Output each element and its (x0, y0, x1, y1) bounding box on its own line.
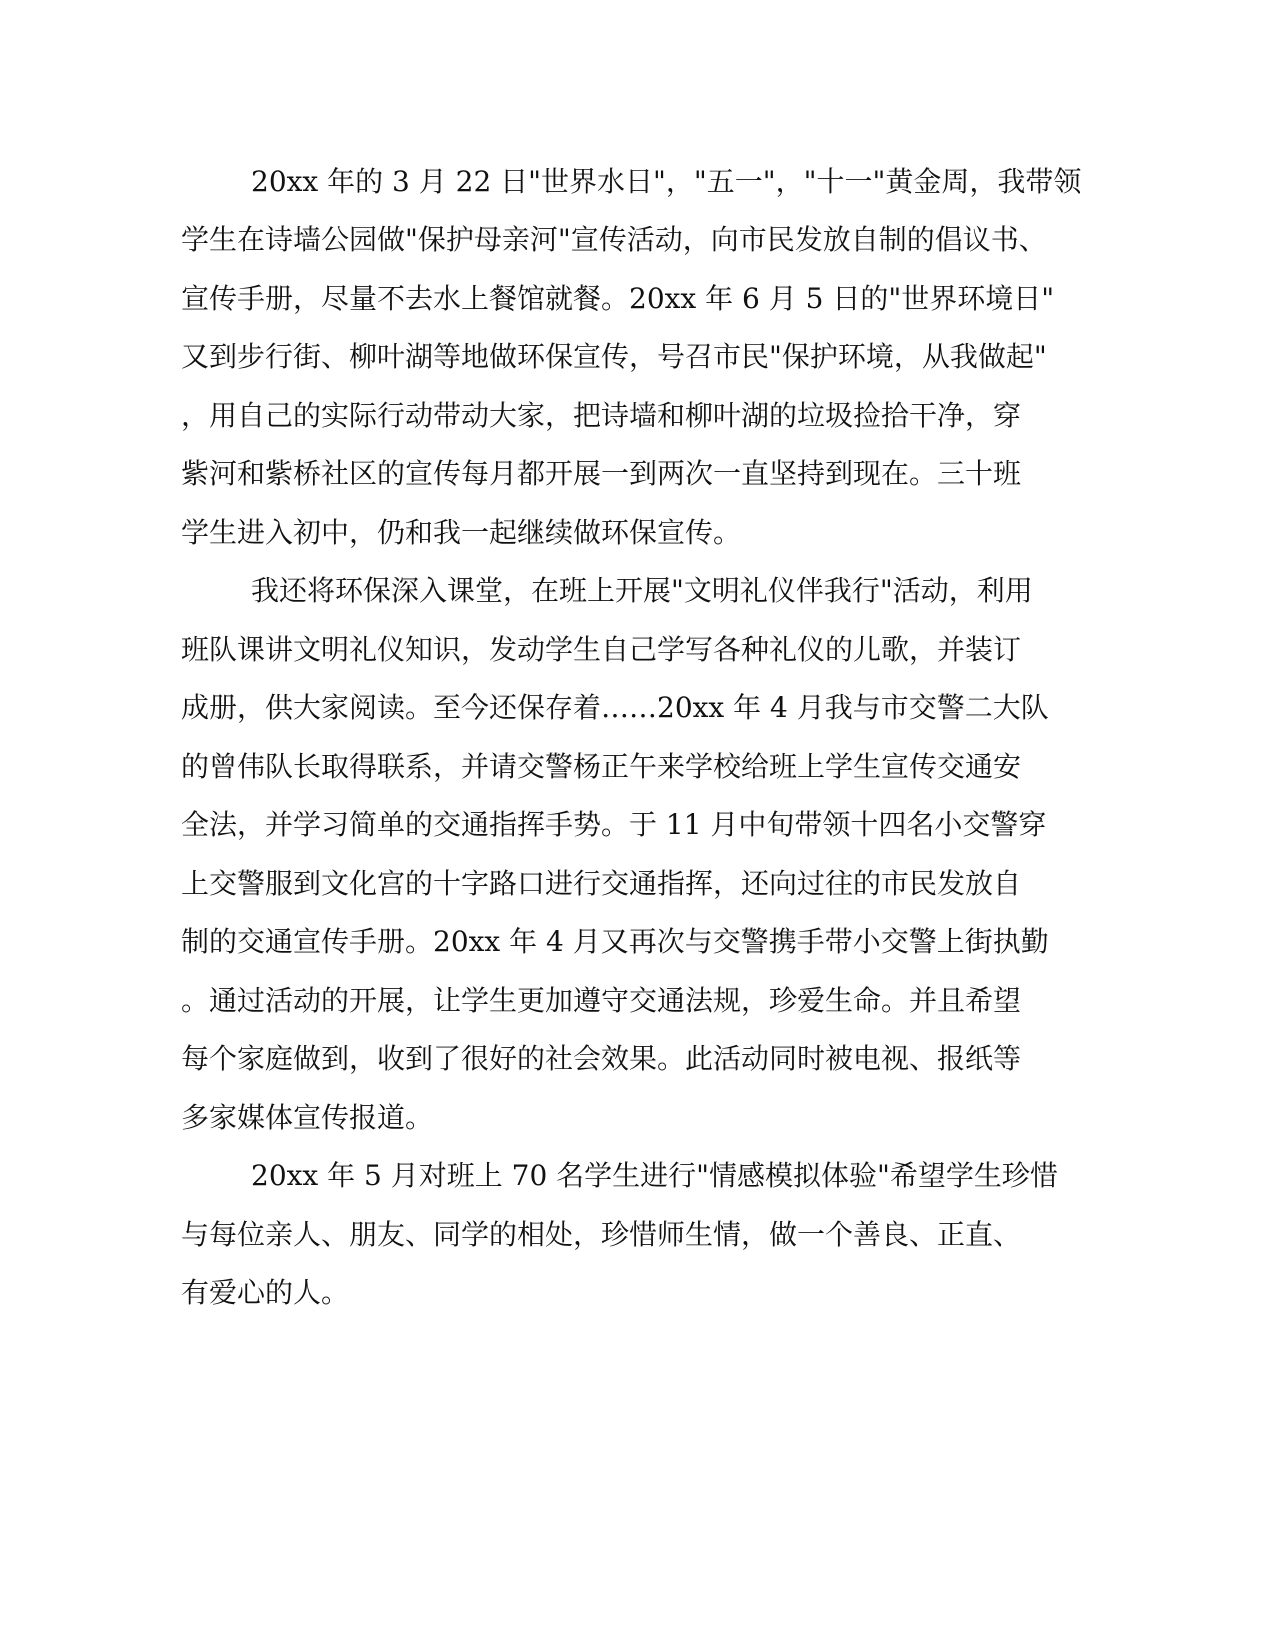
paragraph-1-line-7: 学生进入初中，仍和我一起继续做环保宣传。 (181, 516, 742, 549)
paragraph-3-line-2: 与每位亲人、朋友、同学的相处，珍惜师生情，做一个善良、正直、 (181, 1218, 1022, 1251)
paragraph-1-line-2: 学生在诗墙公园做"保护母亲河"宣传活动，向市民发放自制的倡议书、 (181, 223, 1047, 256)
paragraph-2-line-9: 每个家庭做到，收到了很好的社会效果。此活动同时被电视、报纸等 (181, 1042, 1022, 1075)
paragraph-2-line-7: 制的交通宣传手册。20xx 年 4 月又再次与交警携手带小交警上街执勤 (181, 925, 1049, 958)
paragraph-1-line-5: ，用自己的实际行动带动大家，把诗墙和柳叶湖的垃圾捡拾干净，穿 (181, 399, 1022, 432)
paragraph-2-line-1: 我还将环保深入课堂，在班上开展"文明礼仪伴我行"活动，利用 (251, 574, 1033, 607)
paragraph-2-line-2: 班队课讲文明礼仪知识，发动学生自己学写各种礼仪的儿歌，并装订 (181, 633, 1022, 666)
paragraph-2-line-8: 。通过活动的开展，让学生更加遵守交通法规，珍爱生命。并且希望 (181, 984, 1022, 1017)
paragraph-2-line-10: 多家媒体宣传报道。 (181, 1101, 434, 1134)
paragraph-2-line-5: 全法，并学习简单的交通指挥手势。于 11 月中旬带领十四名小交警穿 (181, 808, 1047, 841)
paragraph-1-line-6: 紫河和紫桥社区的宣传每月都开展一到两次一直坚持到现在。三十班 (181, 457, 1022, 490)
paragraph-1-line-3: 宣传手册，尽量不去水上餐馆就餐。20xx 年 6 月 5 日的"世界环境日" (181, 282, 1055, 315)
paragraph-3-line-1: 20xx 年 5 月对班上 70 名学生进行"情感模拟体验"希望学生珍惜 (251, 1159, 1058, 1192)
paragraph-2-line-6: 上交警服到文化宫的十字路口进行交通指挥，还向过往的市民发放自 (181, 867, 1022, 900)
paragraph-2-line-4: 的曾伟队长取得联系，并请交警杨正午来学校给班上学生宣传交通安 (181, 750, 1022, 783)
paragraph-1-line-1: 20xx 年的 3 月 22 日"世界水日"，"五一"，"十一"黄金周，我带领 (251, 165, 1082, 198)
paragraph-1-line-4: 又到步行街、柳叶湖等地做环保宣传，号召市民"保护环境，从我做起" (181, 340, 1047, 373)
paragraph-2-line-3: 成册，供大家阅读。至今还保存着……20xx 年 4 月我与市交警二大队 (181, 691, 1049, 724)
paragraph-3-line-3: 有爱心的人。 (181, 1276, 350, 1309)
